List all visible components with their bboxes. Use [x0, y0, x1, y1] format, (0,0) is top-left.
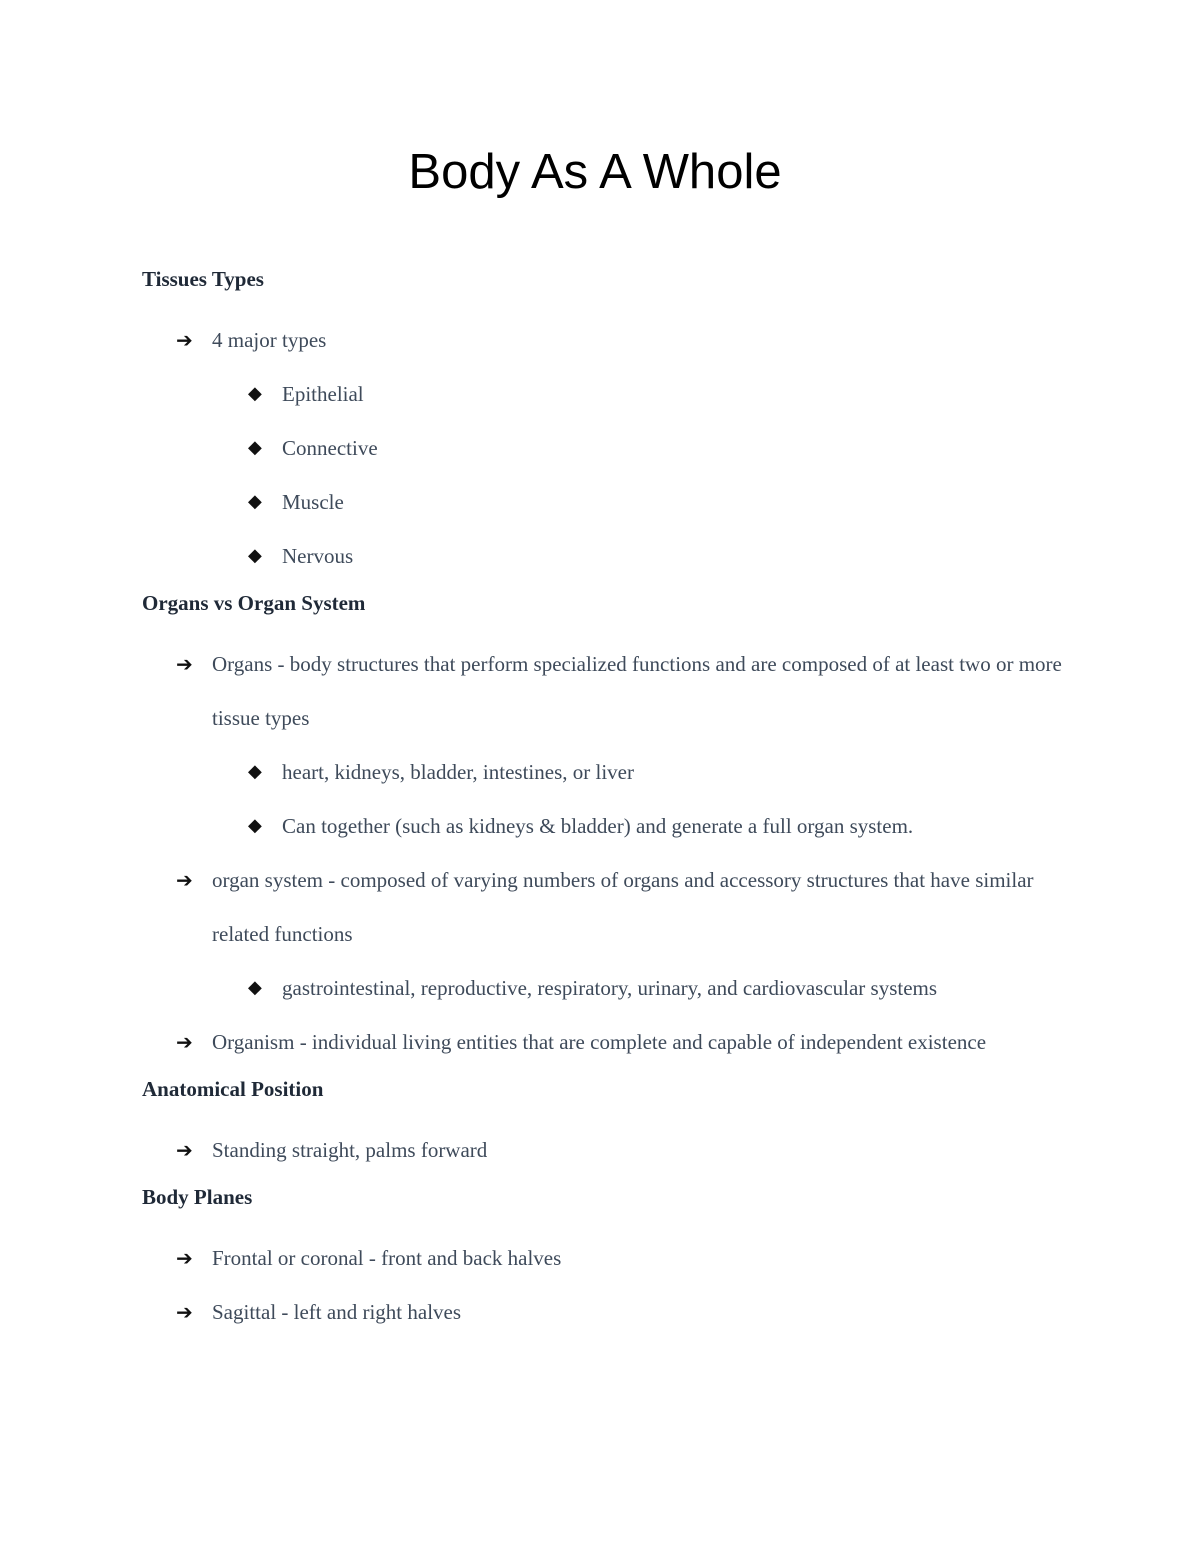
section-heading-tissues-types: Tissues Types [142, 267, 264, 291]
list-item [142, 529, 1062, 583]
diamond-bullet-icon: ◆ [248, 491, 262, 512]
diamond-bullet-icon: ◆ [248, 437, 262, 458]
section-heading-body-planes: Body Planes [142, 1185, 253, 1209]
list-item [142, 745, 1062, 799]
list-item-text: 4 major types [212, 328, 327, 352]
arrow-bullet-icon: ➔ [176, 868, 193, 892]
list-item [142, 1123, 1062, 1177]
list-item [142, 853, 1062, 961]
diamond-bullet-icon: ◆ [248, 761, 262, 782]
list-item-text: Muscle [282, 490, 344, 514]
diamond-bullet-icon: ◆ [248, 383, 262, 404]
list-item [142, 421, 1062, 475]
list-item-text: Connective [282, 436, 378, 460]
arrow-bullet-icon: ➔ [176, 652, 193, 676]
list-item [142, 313, 1062, 367]
list-item-text: Frontal or coronal - front and back halves [212, 1246, 562, 1270]
list-item [142, 637, 1062, 745]
list-item-text: heart, kidneys, bladder, intestines, or liver [282, 760, 634, 784]
list-item-text: organ system - composed of varying numbers of organs and accessory structures that have similar related functions [212, 868, 1034, 946]
list-item [142, 1231, 1062, 1285]
arrow-bullet-icon: ➔ [176, 1300, 193, 1324]
diamond-bullet-icon: ◆ [248, 815, 262, 836]
diamond-bullet-icon: ◆ [248, 545, 262, 566]
list-item-text: Sagittal - left and right halves [212, 1300, 462, 1324]
list-item [142, 799, 1062, 853]
list-item [142, 475, 1062, 529]
page-title: Body As A Whole [408, 145, 782, 199]
list-item-text: Nervous [282, 544, 354, 568]
list-item [142, 1285, 1062, 1339]
list-item-text: gastrointestinal, reproductive, respiratory, urinary, and cardiovascular systems [282, 976, 938, 1000]
arrow-bullet-icon: ➔ [176, 1030, 193, 1054]
list-item-text: Standing straight, palms forward [212, 1138, 488, 1162]
list-item [142, 961, 1062, 1015]
arrow-bullet-icon: ➔ [176, 1138, 193, 1162]
list-item-text: Can together (such as kidneys & bladder) and generate a full organ system. [282, 814, 914, 838]
section-heading-anatomical-position: Anatomical Position [142, 1077, 324, 1101]
list-item-text: Organs - body structures that perform specialized functions and are composed of at least two or more tissue types [212, 652, 1062, 730]
list-item-text: Epithelial [282, 382, 364, 406]
section-heading-organs-vs-organ-system: Organs vs Organ System [142, 591, 366, 615]
list-item-text: Organism - individual living entities that are complete and capable of independent existence [212, 1030, 987, 1054]
arrow-bullet-icon: ➔ [176, 1246, 193, 1270]
arrow-bullet-icon: ➔ [176, 328, 193, 352]
notes-body [142, 259, 1062, 1339]
diamond-bullet-icon: ◆ [248, 977, 262, 998]
list-item [142, 367, 1062, 421]
list-item [142, 1015, 1062, 1069]
